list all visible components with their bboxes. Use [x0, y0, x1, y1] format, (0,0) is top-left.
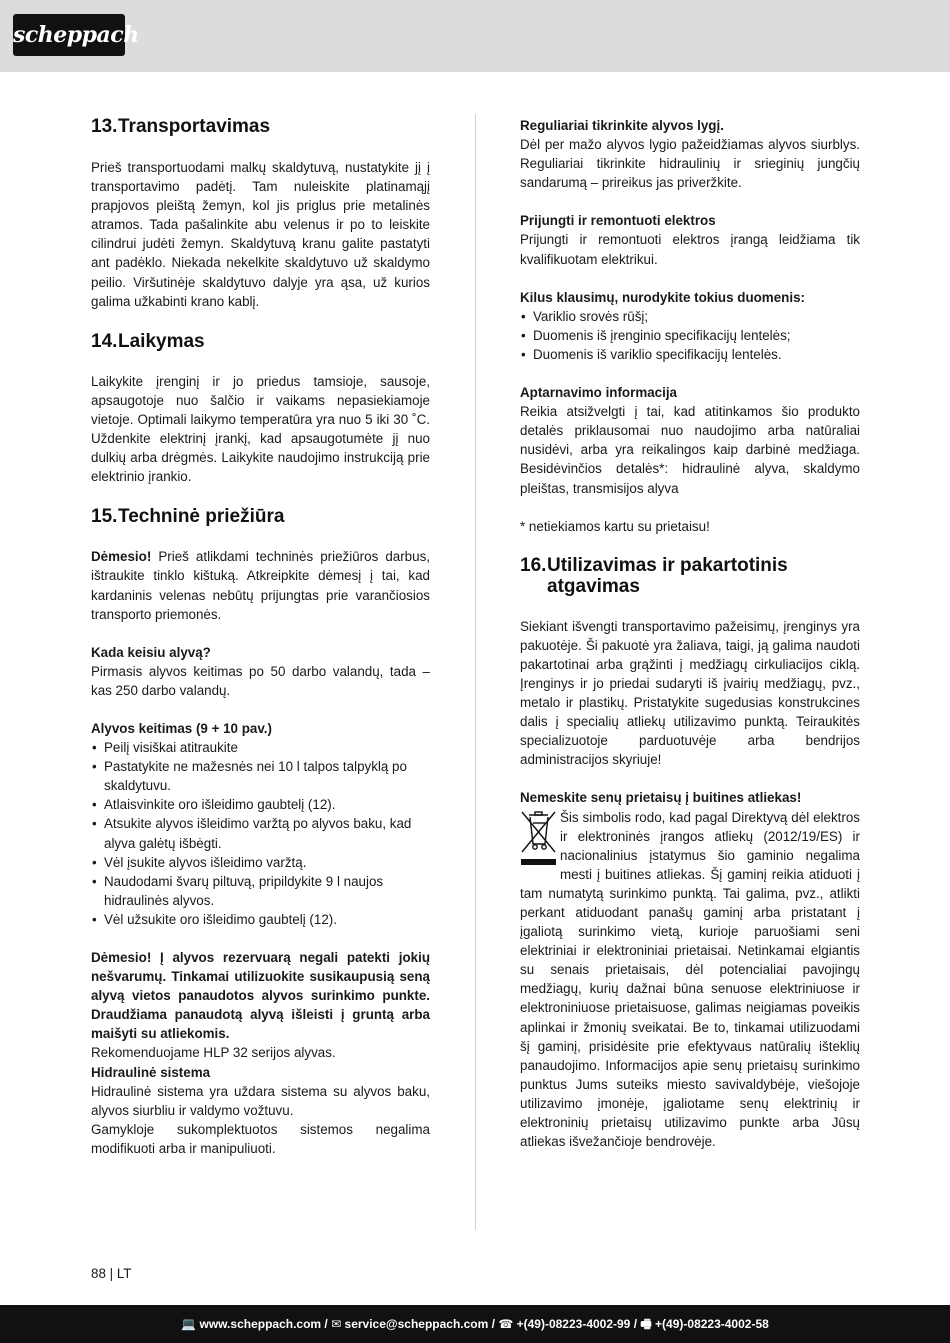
section-title: Utilizavimas ir pakartotinis atgavimas — [547, 554, 788, 597]
list-item: • Atsukite alyvos išleidimo varžtą po alyvos baku, kad alyva galėtų išbėgti. — [91, 814, 430, 852]
attention-label: Dėmesio! — [91, 549, 152, 565]
section-title: Laikymas — [118, 330, 205, 352]
service-note: * netiekiamos kartu su prietaisu! — [520, 518, 710, 534]
fax-icon: 🖷 — [640, 1317, 652, 1331]
section-16-heading — [520, 555, 860, 597]
oil-warning: Dėmesio! Į alyvos rezervuarą negali patekti jokių nešvarumų. Tinkamai utilizuokite susikaupusią seną alyvą vietos panaudotos alyvos surinkimo punkte. Draudžiama panaudotą alyvą išleisti į gruntą arba maišyti su atliekomis. — [91, 950, 430, 1042]
list-item: • Variklio srovės rūšį; — [520, 307, 860, 326]
section-number: 14. — [91, 330, 118, 352]
section-title: Transportavimas — [118, 116, 271, 137]
crossed-bin-icon — [520, 810, 557, 868]
page-header — [0, 0, 950, 72]
list-item: • Naudodami švarų piltuvą, pripildykite 9 l naujos hidraulinės alyvos. — [91, 872, 430, 910]
mail-icon: ✉ — [331, 1317, 342, 1331]
hydraulic-text-1: Hidraulinė sistema yra uždara sistema su alyvos baku, alyvos siurbliu ir valdymo vožtuvu. — [91, 1083, 430, 1118]
oil-level-text: Dėl per mažo alyvos lygio pažeidžiamas alyvos siurblys. Reguliariai tikrinkite hidraulinių ir srieginių jungčių sandarumą – prireikus jas priveržkite. — [520, 137, 860, 191]
list-item: • Pastatykite ne mažesnės nei 10 l talpos talpyklą po skaldytuvu. — [91, 757, 430, 795]
section-15-heading — [91, 506, 430, 527]
disposal-paragraph: Siekiant išvengti transportavimo pažeisimų, įrenginys yra pakuotėje. Ši pakuotė yra žaliava, taigi, ją galima naudoti pakartotinai arba grąžinti į medžiagų cirkuliacijos ciklą. Įrenginys ir jo priedai sudaryti iš įvairių medžiagų, pvz., metalo ir plastikų. Pristatykite sugedusias konstrukcines dalis į specialių atliekų utilizavimo punktą. Teiraukitės specializuotoje parduotuvėje arba bendrijos administracijos skyriuje! — [520, 618, 860, 768]
oil-change-steps — [91, 738, 430, 929]
list-item: • Vėl įsukite alyvos išleidimo varžtą. — [91, 853, 430, 872]
column-divider — [475, 114, 476, 1230]
page-separator-icon: | — [109, 1266, 114, 1281]
list-item: • Duomenis iš įrenginio specifikacijų lentelės; — [520, 326, 860, 345]
weee-title: Nemeskite senų prietaisų į buitines atliekas! — [520, 790, 802, 806]
oil-level-title: Reguliariai tikrinkite alyvos lygį. — [520, 118, 724, 133]
section-number: 15. — [91, 506, 118, 528]
brand-logo: scheppach — [13, 14, 125, 56]
right-column — [520, 116, 860, 1151]
electric-text: Prijungti ir remontuoti elektros įrangą leidžiama tik kvalifikuotam elektrikui. — [520, 232, 860, 267]
transport-paragraph: Prieš transportuodami malkų skaldytuvą, nustatykite jį į transportavimo padėtį. Tam nuleiskite platinamąjį prapjovos pleištą žemyn, kol jis priglus prie metalinės atramos. Tada pašalinkite abu velenus ir po to leiskite cilindrui judėti žemyn. Skaldytuvą kranu galite pastatyti ant padėklo. Niekada nekelkite skaldytuvo už skaldymo peilio. Viršutinėje skaldytuvo dalyje yra ąsa, už kurios galima užkabinti krano kablį. — [91, 160, 430, 309]
section-14-heading — [91, 331, 430, 352]
footer-phone: +(49)-08223-4002-99 / — [516, 1317, 638, 1331]
oil-change-title: Alyvos keitimas (9 + 10 pav.) — [91, 720, 272, 736]
service-title: Aptarnavimo informacija — [520, 385, 678, 401]
electric-title: Prijungti ir remontuoti elektros — [520, 213, 716, 229]
phone-icon: ☎ — [498, 1317, 514, 1331]
storage-paragraph: Laikykite įrenginį ir jo priedus tamsioje, sausoje, apsaugotoje nuo šalčio ir vaikams nepasiekiamoje vietoje. Optimali laikymo temperatūra yra nuo 5 iki 30 ˚C. Uždenkite elektrinį įrankį, kad apsaugotumėte jį nuo dulkių arba drėgmės. Laikykite naudojimo instrukciją prie elektrinio įrankio. — [91, 373, 430, 485]
service-text: Reikia atsižvelgti į tai, kad atitinkamos šio produkto detalės priklausomai nuo naudojimo arba natūraliai nusidėvi, arba yra reikalingos kaip darbinė medžiaga. Besidėvinčios detalės*: hidraulinė alyva, skaldymo pleištas, transmisijos alyva — [520, 404, 860, 496]
weee-text: Šis simbolis rodo, kad pagal Direktyvą dėl elektros ir elektroninės įrangos atliekų (2012/19/ES) ir nacionalinius įstatymus šio gaminio negalima mesti į buitines atliekas. Šį gaminį reikia atiduoti į tam numatytą surinkimo punktą. Tai galima, pvz., atlikti perkant atiduodant panašų gaminį arba pristatant į įgaliotą surinkimo vietą, kurioje paruošiami seni elektriniai ir elektroniniai prietaisai. Netinkamai elgiantis su senais prietaisais, dėl potencialiai pavojingų medžiagų, kurių dažnai būna senuose elektriniuose ir elektroniniuose prietaisuose, galimas neigiamas poveikis aplinkai ir žmonių sveikatai. Be to, tinkamai utilizuodami šį gaminį, prisidėsite prie efektyvaus natūralių išteklių panaudojimo. Informacijos apie senų prietaisų surinkimo punktus Jums suteiks miesto savivaldybėje, viešojoje utilizavimo įmonėje, įgaliotame senų elektrinių ir elektroninių prietaisų utilizavimo punkte arba Jūsų atliekas išvežančioje bendrovėje. — [520, 809, 860, 1150]
list-item: • Peilį visiškai atitraukite — [91, 738, 430, 757]
questions-list — [520, 307, 860, 364]
oil-recommendation: Rekomenduojame HLP 32 serijos alyvas. — [91, 1045, 336, 1061]
hydraulic-text-2: Gamykloje sukomplektuotos sistemos negalima modifikuoti arba ir manipuliuoti. — [91, 1121, 430, 1156]
footer-fax: +(49)-08223-4002-58 — [655, 1317, 769, 1331]
left-column — [91, 116, 430, 1158]
hydraulic-title: Hidraulinė sistema — [91, 1064, 211, 1080]
list-item: • Duomenis iš variklio specifikacijų lentelės. — [520, 345, 860, 364]
attention-text: Prieš atlikdami techninės priežiūros darbus, ištraukite tinklo kištuką. Atkreipkite dėmesį į tai, kad kardaninis velenas nebūtų prijungtas prie varančiosios transporto priemonės. — [91, 549, 430, 622]
computer-icon: 💻 — [181, 1317, 197, 1331]
section-title: Techninė priežiūra — [118, 506, 285, 528]
section-13-heading — [91, 116, 430, 137]
maintenance-attention — [91, 547, 430, 623]
questions-title: Kilus klausimų, nurodykite tokius duomenis: — [520, 289, 805, 305]
page-number-value: 88 — [91, 1266, 106, 1281]
footer-web[interactable]: www.scheppach.com / — [199, 1317, 328, 1331]
section-number: 16. — [520, 554, 547, 576]
list-item: • Atlaisvinkite oro išleidimo gaubtelį (12). — [91, 795, 430, 814]
oil-when-title: Kada keisiu alyvą? — [91, 644, 211, 660]
weee-block — [520, 808, 860, 1152]
section-number: 13. — [91, 116, 118, 137]
oil-when-text: Pirmasis alyvos keitimas po 50 darbo valandų, tada – kas 250 darbo valandų. — [91, 663, 430, 698]
page-footer — [0, 1305, 950, 1343]
list-item: • Vėl užsukite oro išleidimo gaubtelį (12). — [91, 910, 430, 929]
footer-email[interactable]: service@scheppach.com / — [344, 1317, 495, 1331]
page-number — [91, 1266, 132, 1281]
page-language: LT — [116, 1266, 132, 1281]
